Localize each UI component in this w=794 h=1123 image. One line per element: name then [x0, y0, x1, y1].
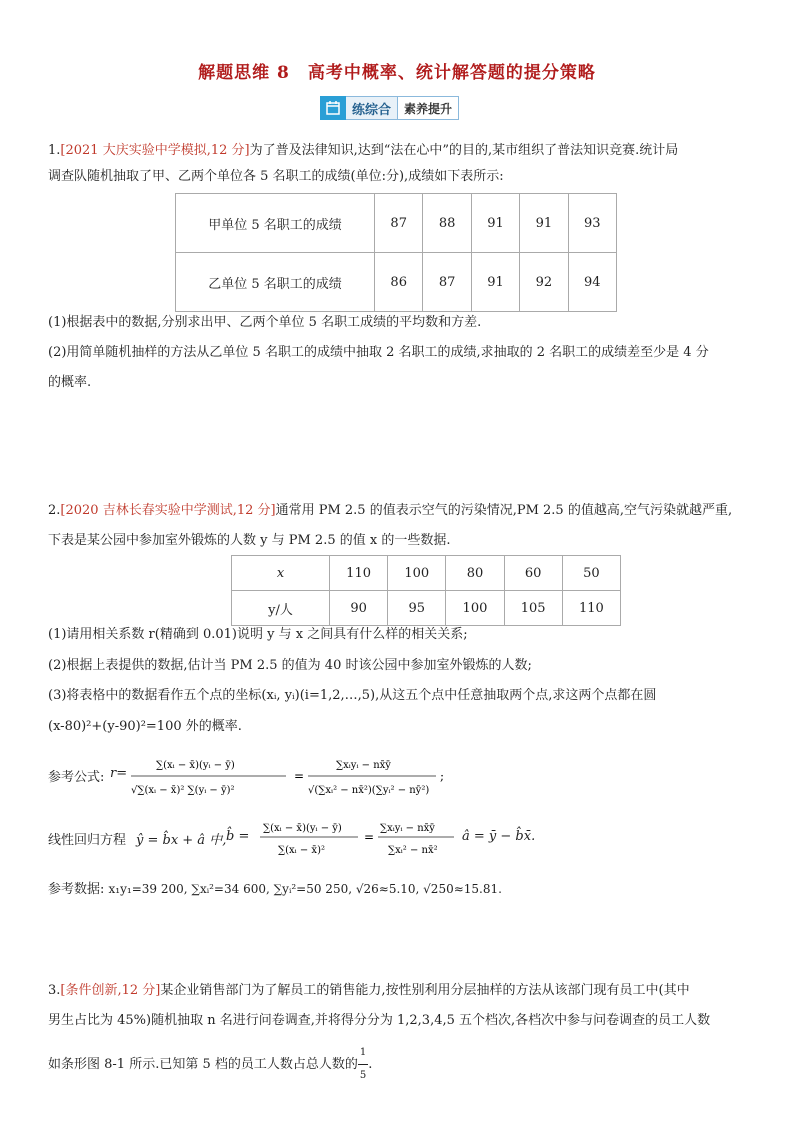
regression-formula — [48, 815, 648, 865]
q1-stem-line1 — [48, 140, 758, 162]
regression-a: â = ȳ − b̂x̄. — [462, 829, 536, 844]
header-x: x — [232, 556, 330, 591]
svg-text:∑(xᵢ − x̄)(yᵢ − ȳ): ∑(xᵢ − x̄)(yᵢ − ȳ) — [156, 760, 235, 771]
formula-label: 参考公式: — [48, 770, 105, 785]
svg-text:√(∑xᵢ² − nx̄²)(∑yᵢ² − nȳ²): √(∑xᵢ² − nx̄²)(∑yᵢ² − nȳ²) — [308, 785, 430, 796]
table-cell: 95 — [388, 591, 446, 626]
q2-number: 2. — [48, 503, 61, 518]
table-cell: 88 — [423, 194, 471, 253]
q3-stem-text3: 如条形图 8-1 所示.已知第 5 档的员工人数占总人数的 — [48, 1057, 358, 1072]
fraction — [358, 1042, 368, 1087]
fraction-denominator: 5 — [359, 1070, 367, 1081]
table-cell: 100 — [388, 556, 446, 591]
reference-data — [48, 878, 668, 897]
q1-source: [2021 大庆实验中学模拟,12 分] — [60, 143, 250, 158]
table-cell: 60 — [504, 556, 562, 591]
svg-text:;: ; — [440, 769, 445, 783]
table-row — [232, 556, 621, 591]
table-cell: 80 — [446, 556, 504, 591]
svg-text:∑(xᵢ − x̄)²: ∑(xᵢ − x̄)² — [278, 845, 325, 856]
svg-text:∑xᵢ² − nx̄²: ∑xᵢ² − nx̄² — [388, 845, 438, 856]
table-cell: 93 — [568, 194, 616, 253]
table-cell: 90 — [330, 591, 388, 626]
header-y: y/人 — [232, 591, 330, 626]
regression-b: b̂ = — [226, 829, 250, 844]
slope-formula-graphic — [258, 815, 458, 865]
q2-data-table — [231, 555, 621, 626]
q2-source: [2020 吉林长春实验中学测试,12 分] — [60, 503, 276, 518]
regression-equation: ŷ = b̂x + â 中, — [136, 833, 227, 848]
q2-sub3-line2: (x-80)²+(y-90)²=100 外的概率. — [48, 719, 242, 734]
correlation-formula-graphic — [126, 748, 446, 808]
q1-stem-line2: 调查队随机抽取了甲、乙两个单位各 5 名职工的成绩(单位:分),成绩如下表所示: — [48, 169, 504, 184]
formula-r-symbol: r= — [110, 766, 128, 781]
q3-source: [条件创新,12 分] — [60, 983, 161, 998]
table-cell: 105 — [504, 591, 562, 626]
row-label: 乙单位 5 名职工的成绩 — [176, 253, 375, 312]
data-values: x₁y₁=39 200, ∑xᵢ²=34 600, ∑yᵢ²=50 250, √26≈5.10, √250≈15.81. — [108, 882, 502, 896]
data-label: 参考数据: — [48, 882, 105, 897]
svg-text:∑xᵢyᵢ − nx̄ȳ: ∑xᵢyᵢ − nx̄ȳ — [336, 760, 391, 771]
table-cell: 86 — [375, 253, 423, 312]
svg-text:∑xᵢyᵢ − nx̄ȳ: ∑xᵢyᵢ − nx̄ȳ — [380, 823, 435, 834]
calendar-icon — [320, 96, 346, 120]
table-cell: 91 — [471, 194, 519, 253]
q3-stem-line1 — [48, 980, 758, 1002]
q3-stem-line2: 男生占比为 45%)随机抽取 n 名进行问卷调查,并将得分分为 1,2,3,4,5 五个档次,各档次中参与问卷调查的员工人数 — [48, 1013, 711, 1028]
table-cell: 110 — [562, 591, 620, 626]
svg-text:=: = — [364, 830, 375, 844]
q2-stem-line2: 下表是某公园中参加室外锻炼的人数 y 与 PM 2.5 的值 x 的一些数据. — [48, 533, 451, 548]
q2-sub2: (2)根据上表提供的数据,估计当 PM 2.5 的值为 40 时该公园中参加室外锻炼的人数; — [48, 658, 532, 673]
table-cell: 92 — [520, 253, 568, 312]
svg-text:√∑(xᵢ − x̄)² ∑(yᵢ − ȳ)²: √∑(xᵢ − x̄)² ∑(yᵢ − ȳ)² — [131, 785, 235, 796]
badge-label-main: 练综合 — [346, 96, 397, 120]
q3-number: 3. — [48, 983, 61, 998]
table-row — [232, 591, 621, 626]
q3-stem-line3 — [48, 1042, 758, 1087]
q3-stem-text1: 某企业销售部门为了解员工的销售能力,按性别利用分层抽样的方法从该部门现有员工中(其中 — [160, 983, 690, 998]
table-row — [176, 253, 617, 312]
table-cell: 100 — [446, 591, 504, 626]
table-cell: 50 — [562, 556, 620, 591]
q2-stem-line1 — [48, 500, 758, 522]
q1-sub2-line1: (2)用简单随机抽样的方法从乙单位 5 名职工的成绩中抽取 2 名职工的成绩,求抽取的 2 名职工的成绩差至少是 4 分 — [48, 345, 709, 360]
svg-text:=: = — [294, 769, 305, 783]
table-cell: 91 — [520, 194, 568, 253]
table-cell: 91 — [471, 253, 519, 312]
fraction-numerator: 1 — [358, 1042, 368, 1065]
regression-label: 线性回归方程 — [48, 833, 127, 848]
row-label: 甲单位 5 名职工的成绩 — [176, 194, 375, 253]
table-row — [176, 194, 617, 253]
badge-label-sub: 素养提升 — [397, 96, 459, 120]
table-cell: 94 — [568, 253, 616, 312]
q3-stem-end: . — [368, 1057, 373, 1072]
section-badge — [320, 96, 459, 120]
q1-score-table — [175, 193, 617, 312]
q1-stem-text1: 为了普及法律知识,达到“法在心中”的目的,某市组织了普法知识竞赛.统计局 — [249, 143, 679, 158]
table-cell: 110 — [330, 556, 388, 591]
q2-sub3-line1: (3)将表格中的数据看作五个点的坐标(xᵢ, yᵢ)(i=1,2,…,5),从这五个点中任意抽取两个点,求这两个点都在圆 — [48, 688, 657, 703]
svg-text:∑(xᵢ − x̄)(yᵢ − ȳ): ∑(xᵢ − x̄)(yᵢ − ȳ) — [263, 823, 342, 834]
q1-sub2-line2: 的概率. — [48, 375, 92, 390]
q1-sub1: (1)根据表中的数据,分别求出甲、乙两个单位 5 名职工成绩的平均数和方差. — [48, 315, 482, 330]
q2-stem-text1: 通常用 PM 2.5 的值表示空气的污染情况,PM 2.5 的值越高,空气污染就越严重, — [275, 503, 733, 518]
table-cell: 87 — [375, 194, 423, 253]
q1-number: 1. — [48, 143, 61, 158]
table-cell: 87 — [423, 253, 471, 312]
q2-sub1: (1)请用相关系数 r(精确到 0.01)说明 y 与 x 之间具有什么样的相关关系; — [48, 627, 468, 642]
page-title: 解题思维 8 高考中概率、统计解答题的提分策略 — [198, 63, 596, 83]
formula-r — [48, 748, 448, 808]
